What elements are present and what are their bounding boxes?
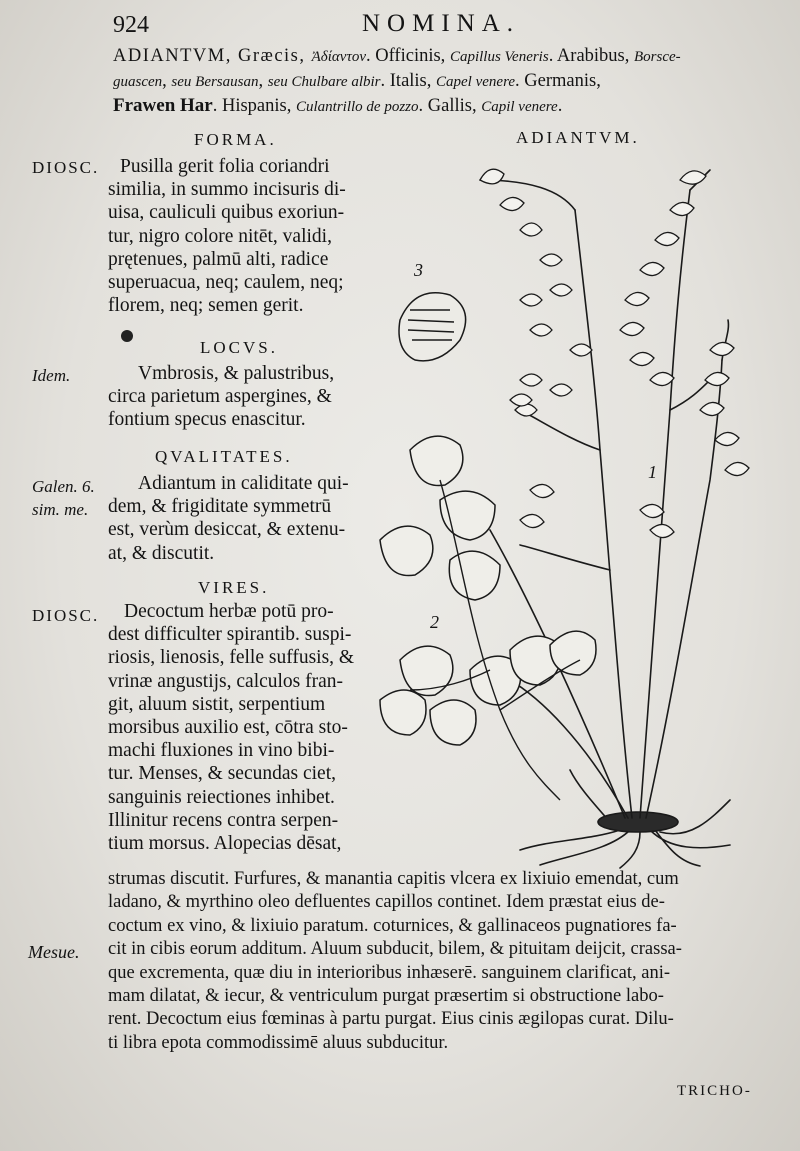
text-line: est, verùm desiccat, & extenu- [108, 519, 346, 541]
qualitates-text [108, 472, 376, 565]
text-line: Pusilla gerit folia coriandri [120, 156, 330, 177]
name-text: . Italis, [380, 71, 437, 91]
name-arabic: seu Chulbare albir [267, 74, 381, 90]
text-line: vrinæ angustijs, calculos fran- [108, 670, 344, 692]
text-line: git, aluum sistit, serpentium [108, 693, 326, 715]
name-greek: Ἀδίαντον [311, 49, 366, 65]
name-text: . [557, 96, 563, 116]
heading-vires: VIRES. [198, 578, 270, 597]
text-line: strumas discutit. Furfures, & manantia capitis vlcera ex lixiuio emendat, cum [108, 869, 679, 889]
plate-title: ADIANTVM. [516, 128, 640, 147]
text-line: Illinitur recens contra serpen- [108, 809, 339, 831]
text-line: Decoctum herbæ potū pro- [124, 601, 334, 622]
text-line: prętenues, palmū alti, radice [108, 248, 329, 270]
names-line-1 [113, 44, 761, 69]
name-german: Frawen Har [113, 95, 213, 116]
figure-label-1: 1 [648, 462, 657, 482]
catchword: TRICHO- [677, 1083, 752, 1099]
text-line: ti libra epota commodissimē aluus subducitur. [108, 1032, 449, 1053]
ink-blot [121, 330, 133, 342]
margin-note-sim-me: sim. me. [32, 500, 89, 519]
text-line: Vmbrosis, & palustribus, [138, 363, 335, 384]
vires-text [108, 600, 376, 855]
text-line: ladano, & myrthino oleo defluentes capillos continet. Idem præstat eius de- [108, 892, 665, 913]
text-line: tur, nigro colore nitēt, validi, [108, 225, 332, 247]
margin-note-mesue: Mesue. [28, 942, 80, 962]
running-head: NOMINA. [362, 10, 521, 37]
name-spanish: Culantrillo de pozzo [295, 99, 419, 115]
vires-wide-text [108, 868, 762, 1055]
name-text: , [162, 71, 172, 91]
name-officinis: Capillus Veneris [449, 49, 549, 65]
text-line: coctum ex vino, & lixiuio paratum. coturnices, & gallinaceos pugnatiores fa- [108, 915, 677, 936]
text-line: que excrementa, quæ diu in interioribus inhæserē. sanguinem clarificat, ani- [108, 962, 671, 983]
name-arabic: guascen [113, 74, 163, 90]
name-text: . Germanis, [515, 71, 601, 91]
heading-qualitates: QVALITATES. [155, 447, 293, 466]
page-number: 924 [113, 12, 149, 38]
text-line: similia, in summo incisuris di- [108, 179, 346, 201]
figure-label-2: 2 [430, 612, 439, 632]
text-line: florem, neq; semen gerit. [108, 295, 304, 317]
name-text: . Gallis, [418, 96, 482, 116]
text-line: dem, & frigiditate symmetrū [108, 496, 332, 518]
margin-note-idem: Idem. [32, 366, 71, 385]
text-line: superuacua, neq; caulem, neq; [108, 272, 344, 294]
margin-note-diosc: DIOSC. [32, 606, 100, 625]
text-line: cit in cibis eorum additum. Aluum subducit, bilem, & pituitam deijcit, crassa- [108, 939, 682, 960]
text-line: riosis, lienosis, felle suffusis, & [108, 647, 355, 669]
name-arabic: seu Bersausan [171, 74, 259, 90]
name-text: . Arabibus, [548, 46, 635, 66]
margin-note-galen: Galen. 6. [32, 477, 95, 496]
text-line: at, & discutit. [108, 542, 215, 564]
text-line: morsibus auxilio est, cōtra sto- [108, 717, 348, 739]
text-line: tium morsus. Alopecias dēsat, [108, 833, 342, 855]
heading-locus: LOCVS. [200, 338, 278, 357]
figure-label-3: 3 [414, 260, 423, 280]
text-line: tur. Menses, & secundas ciet, [108, 763, 336, 785]
maidenhair-fern-illustration [370, 150, 790, 870]
name-arabic: Borsce- [634, 49, 681, 65]
names-line-2 [113, 69, 761, 94]
text-line: uisa, cauliculi quibus exoriun- [108, 202, 345, 224]
locus-text [108, 362, 376, 432]
name-text: . Hispanis, [212, 96, 296, 116]
text-line: circa parietum aspergines, & [108, 386, 332, 408]
text-line: Adiantum in caliditate qui- [138, 473, 349, 494]
text-line: rent. Decoctum eius fœminas à partu purgat. Eius cinis ægilopas curat. Dilu- [108, 1009, 674, 1030]
name-latin: ADIANTVM, Græcis, [113, 46, 312, 66]
names-paragraph [113, 44, 761, 119]
text-line: machi fluxiones in vino bibi- [108, 740, 335, 762]
text-line: sanguinis reiectiones inhibet. [108, 786, 335, 808]
margin-note-diosc: DIOSC. [32, 158, 100, 177]
name-italian: Capel venere [436, 74, 516, 90]
names-line-3 [113, 94, 761, 119]
text-line: dest difficulter spirantib. suspi- [108, 624, 352, 646]
text-line: mam dilatat, & iecur, & ventriculum purgat præsertim si obstructione labo- [108, 986, 664, 1007]
heading-forma: FORMA. [194, 130, 277, 149]
name-french: Capil venere [481, 99, 558, 115]
forma-text [108, 155, 376, 317]
text-line: fontium specus enascitur. [108, 409, 306, 431]
name-text: . Officinis, [366, 46, 450, 66]
name-text: , [258, 71, 268, 91]
